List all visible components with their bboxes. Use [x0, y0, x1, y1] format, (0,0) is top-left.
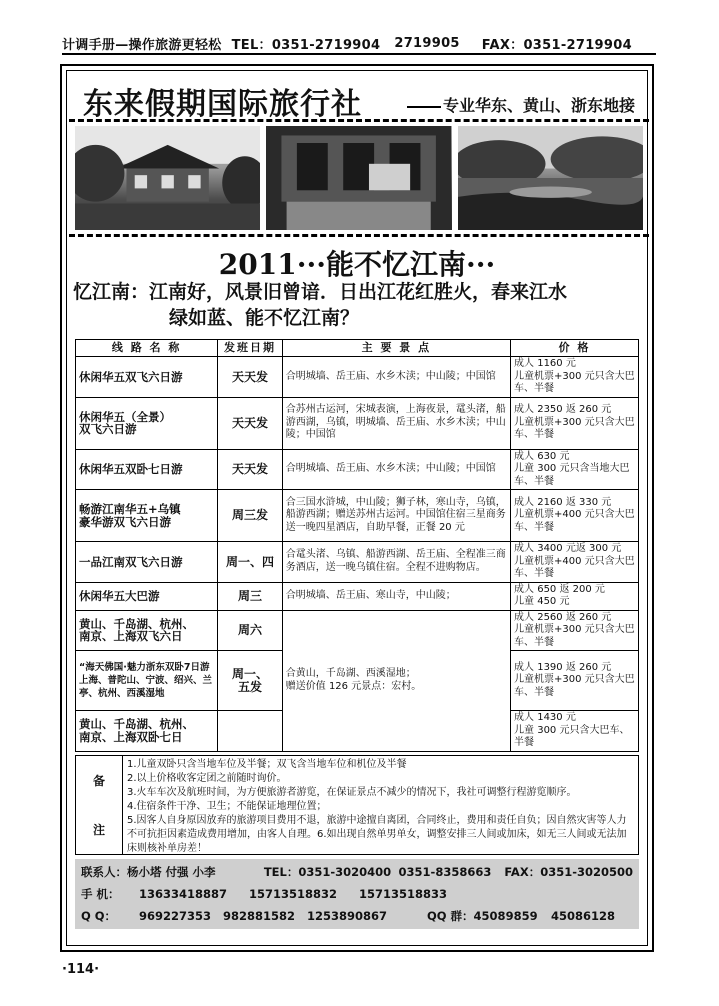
- notes-label-bottom: 注: [92, 823, 105, 837]
- table-row: [76, 582, 639, 610]
- route-name: 休闲华五（全景） 双飞六日游: [76, 397, 218, 449]
- col-price: 价 格: [511, 340, 639, 357]
- sights: 合明城墙、岳王庙、水乡木渎；中山陵；中国馆: [282, 449, 510, 490]
- departure: 周三: [218, 582, 282, 610]
- note-item: 5.因客人自身原因放弃的旅游项目费用不退，旅游中途擅自离团，合同终止，费用和责任自负；因自然灾害等人力不可抗拒因素造成费用增加，由客人自理。6.如出现自然单男单女，调整安排三人间或加床，如无三人间或无法加床则核补单房差！: [127, 815, 627, 854]
- note-item: 1.儿童双卧只含当地车位及半餐；双飞含当地车位和机位及半餐: [127, 759, 407, 770]
- sights: 合明城墙、岳王庙、寒山寺，中山陵；: [282, 582, 510, 610]
- contact-fax: FAX：0351-3020500: [504, 865, 633, 879]
- note-item: 4.住宿条件干净、卫生；不能保证地理位置；: [127, 801, 327, 812]
- contact-row-mobile: [81, 883, 633, 905]
- contact-tel: TEL：0351-3020400: [263, 865, 392, 879]
- notes-label: [76, 756, 123, 854]
- route-name: 畅游江南华五+乌镇 豪华游双飞六日游: [76, 490, 218, 542]
- headline: 2011···能不忆江南···: [218, 248, 496, 281]
- notes-list: [123, 756, 638, 854]
- tagline-text: 专业华东、黄山、浙东地接: [443, 96, 636, 115]
- price: 成人 630 元 儿童 300 元只含当地大巴车、半餐: [511, 449, 639, 490]
- departure: [218, 711, 282, 752]
- price: 成人 1160 元 儿童机票+300 元只含大巴车、半餐: [511, 357, 639, 398]
- table-row: [76, 357, 639, 398]
- table-row: [76, 542, 639, 583]
- qq-1: 969227353: [139, 909, 212, 923]
- agency-tagline: [407, 93, 635, 116]
- slogan: 计调手册—操作旅游更轻松: [62, 37, 222, 53]
- header-tel2: 2719905: [394, 35, 460, 51]
- departure: 周六: [218, 610, 282, 651]
- contact-block: [75, 859, 639, 929]
- photo-hall-interior: [266, 126, 451, 230]
- route-name: 休闲华五双飞六日游: [76, 357, 218, 398]
- price: 成人 1430 元 儿童 300 元只含大巴车、半餐: [511, 711, 639, 752]
- agency-name: 东来假期国际旅行社: [83, 87, 362, 122]
- price: 成人 3400 元返 300 元 儿童机票+400 元只含大巴车、半餐: [511, 542, 639, 583]
- departure: 周三发: [218, 490, 282, 542]
- sights: 合明城墙、岳王庙、水乡木渎；中山陵；中国馆: [282, 357, 510, 398]
- contact-row-qq: [81, 905, 633, 927]
- poem: [73, 279, 643, 331]
- route-name: 一品江南双飞六日游: [76, 542, 218, 583]
- photo-strip: [69, 119, 649, 237]
- table-row: [76, 610, 639, 651]
- sights: 合黄山，千岛湖、西溪湿地； 赠送价值 126 元景点：宏村。: [282, 610, 510, 751]
- mobile-1: 13633418887: [139, 887, 228, 901]
- contact-tel2: 0351-8358663: [398, 865, 492, 879]
- running-header: [62, 33, 656, 55]
- contact-persons: 联系人：杨小塔 付强 小李: [81, 865, 216, 879]
- table-header-row: [76, 340, 639, 357]
- qq-group: QQ 群：45089859: [427, 909, 538, 923]
- departure: 周一、 五发: [218, 651, 282, 711]
- price: 成人 650 返 200 元 儿童 450 元: [511, 582, 639, 610]
- poem-line-2: 绿如蓝、能不忆江南？: [169, 307, 360, 329]
- table-row: [76, 449, 639, 490]
- departure: 天天发: [218, 397, 282, 449]
- header-fax: FAX：0351-2719904: [481, 37, 632, 53]
- col-departure: 发班日期: [218, 340, 282, 357]
- sights: 合鼋头渚、乌镇、船游西湖、岳王庙、全程准三商务酒店，送一晚乌镇住宿。全程不进购物店。: [282, 542, 510, 583]
- photo-lake-garden: [458, 126, 643, 230]
- header-tel: TEL：0351-2719904: [231, 37, 381, 53]
- note-item: 2.以上价格收客定团之前随时询价。: [127, 773, 287, 784]
- mobile-label: 手 机：: [81, 887, 120, 901]
- sights: 合苏州古运河，宋城表演，上海夜景，鼋头渚，船游西湖，乌镇，明城墙、岳王庙、水乡木渎；中山陵；中国馆: [282, 397, 510, 449]
- note-item: 3.火车车次及航班时间，为方便旅游者游览，在保证景点不减少的情况下，我社可调整行程游览顺序。: [127, 787, 577, 798]
- price: 成人 2560 返 260 元 儿童机票+300 元只含大巴车、半餐: [511, 610, 639, 651]
- poem-line-1: 忆江南：江南好，风景旧曾谙．日出江花红胜火，春来江水: [73, 281, 568, 303]
- mobile-2: 15713518832: [249, 887, 338, 901]
- qq-label: Q Q：: [81, 909, 117, 923]
- col-sights: 主 要 景 点: [282, 340, 510, 357]
- departure: 天天发: [218, 449, 282, 490]
- route-name: 黄山、千岛湖、杭州、 南京、上海双飞六日: [76, 610, 218, 651]
- table-row: [76, 397, 639, 449]
- advert-frame: [60, 64, 654, 952]
- price: 成人 2350 返 260 元 儿童机票+300 元只含大巴车、半餐: [511, 397, 639, 449]
- route-name: 休闲华五大巴游: [76, 582, 218, 610]
- route-name: 休闲华五双卧七日游: [76, 449, 218, 490]
- advert-inner: [66, 70, 648, 946]
- notes-box: [75, 755, 639, 855]
- mobile-3: 15713518833: [359, 887, 448, 901]
- sights: 合三国水浒城，中山陵；狮子林，寒山寺，乌镇，船游西湖；赠送苏州古运河。中国馆住宿三星商务送一晚四星酒店，自助早餐，正餐 20 元: [282, 490, 510, 542]
- qq-3: 1253890867: [307, 909, 388, 923]
- qq-2: 982881582: [223, 909, 296, 923]
- price: 成人 2160 返 330 元 儿童机票+400 元只含大巴车、半餐: [511, 490, 639, 542]
- route-table: [75, 339, 639, 752]
- departure: 天天发: [218, 357, 282, 398]
- table-row: [76, 490, 639, 542]
- page-number: ·114·: [62, 962, 100, 977]
- route-name: 黄山、千岛湖、杭州、 南京、上海双卧七日: [76, 711, 218, 752]
- notes-label-top: 备: [92, 774, 105, 788]
- departure: 周一、四: [218, 542, 282, 583]
- contact-row-tel: [81, 861, 633, 883]
- price: 成人 1390 返 260 元 儿童机票+300 元只含大巴车、半餐: [511, 651, 639, 711]
- route-name: “海天佛国·魅力浙东双卧7日游 上海、普陀山、宁波、绍兴、兰亭、杭州、西溪湿地: [76, 651, 218, 711]
- col-route: 线 路 名 称: [76, 340, 218, 357]
- qq-group-2: 45086128: [551, 909, 616, 923]
- photo-garden-pavilion: [75, 126, 260, 230]
